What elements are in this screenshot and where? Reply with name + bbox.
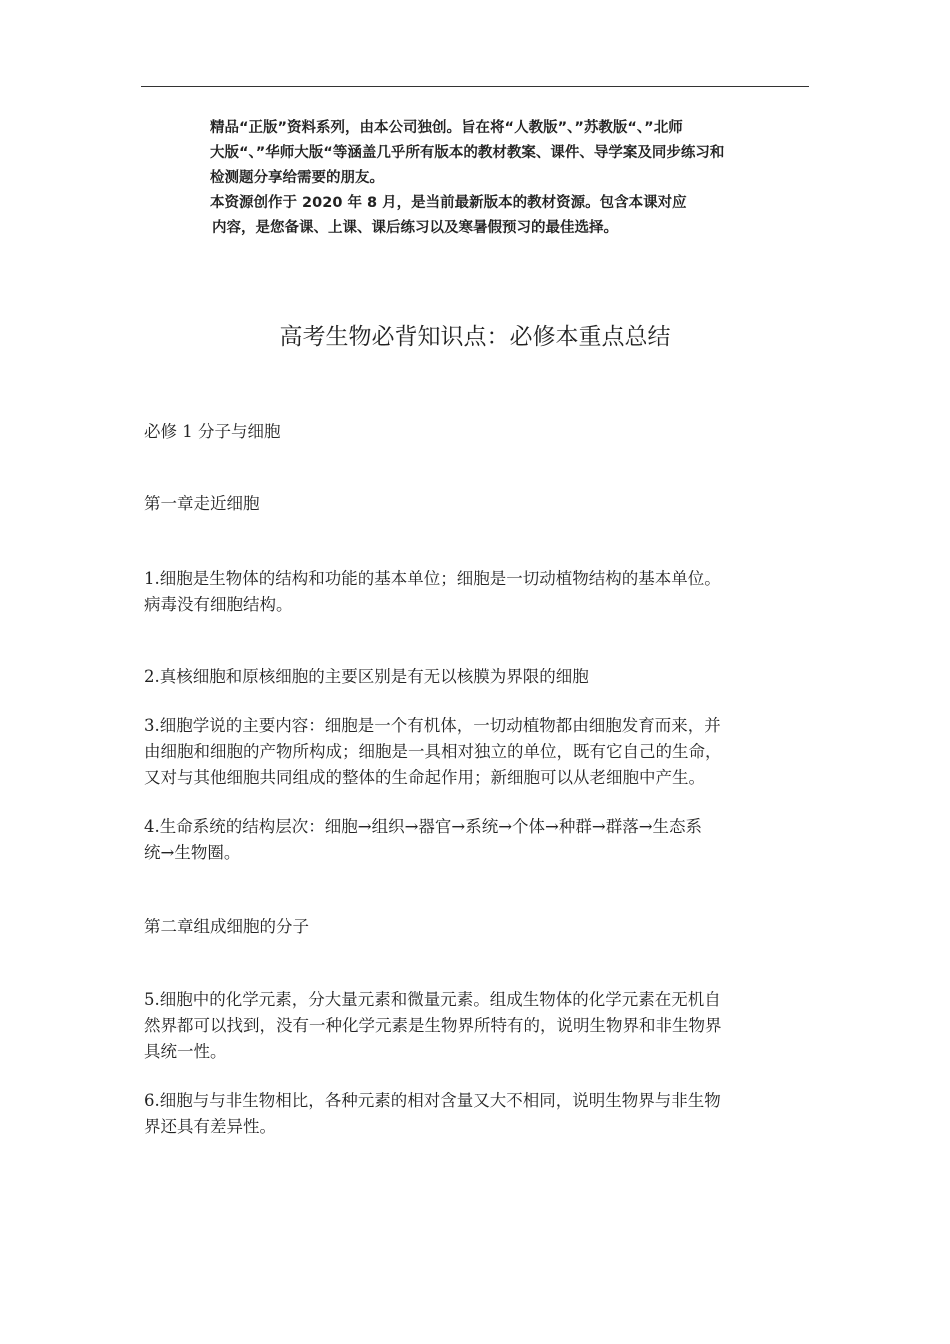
intro-line: 本资源创作于 2020 年 8 月，是当前最新版本的教材资源。包含本课对应 bbox=[210, 195, 687, 211]
intro-line: 检测题分享给需要的朋友。 bbox=[210, 170, 384, 186]
point-line: 统→生物圈。 bbox=[144, 843, 241, 862]
intro-line: 大版“、”华师大版“等涵盖几乎所有版本的教材教案、课件、导学案及同步练习和 bbox=[210, 145, 725, 161]
chapter-heading: 第二章组成细胞的分子 bbox=[144, 917, 309, 936]
point-line: 然界都可以找到，没有一种化学元素是生物界所特有的，说明生物界和非生物界 bbox=[144, 1016, 722, 1035]
point-line: 6.细胞与与非生物相比，各种元素的相对含量又大不相同，说明生物界与非生物 bbox=[144, 1091, 721, 1110]
point-line: 5.细胞中的化学元素，分大量元素和微量元素。组成生物体的化学元素在无机自 bbox=[144, 990, 721, 1009]
point-line: 2.真核细胞和原核细胞的主要区别是有无以核膜为界限的细胞 bbox=[144, 667, 589, 686]
point-line: 4.生命系统的结构层次：细胞→组织→器官→系统→个体→种群→群落→生态系 bbox=[144, 817, 703, 836]
module-heading: 必修 1 分子与细胞 bbox=[144, 422, 281, 441]
header-rule bbox=[141, 86, 809, 87]
point-line: 3.细胞学说的主要内容：细胞是一个有机体，一切动植物都由细胞发育而来，并 bbox=[144, 716, 721, 735]
knowledge-point bbox=[144, 987, 810, 1065]
intro-line: 内容，是您备课、上课、课后练习以及寒暑假预习的最佳选择。 bbox=[212, 220, 618, 236]
knowledge-point bbox=[144, 1088, 810, 1140]
intro-line: 精品“正版”资料系列，由本公司独创。旨在将“人教版”、”苏教版“、”北师 bbox=[210, 120, 683, 136]
point-line: 由细胞和细胞的产物所构成；细胞是一具相对独立的单位，既有它自己的生命， bbox=[144, 742, 722, 761]
knowledge-point bbox=[144, 566, 810, 618]
point-line: 1.细胞是生物体的结构和功能的基本单位；细胞是一切动植物结构的基本单位。 bbox=[144, 569, 721, 588]
point-line: 具统一性。 bbox=[144, 1042, 227, 1061]
knowledge-point bbox=[144, 713, 810, 791]
point-line: 病毒没有细胞结构。 bbox=[144, 595, 293, 614]
point-line: 又对与其他细胞共同组成的整体的生命起作用；新细胞可以从老细胞中产生。 bbox=[144, 768, 705, 787]
chapter-heading: 第一章走近细胞 bbox=[144, 494, 260, 513]
knowledge-point bbox=[144, 664, 810, 690]
knowledge-point bbox=[144, 814, 810, 866]
page-title: 高考生物必背知识点：必修本重点总结 bbox=[279, 324, 671, 350]
point-line: 界还具有差异性。 bbox=[144, 1117, 276, 1136]
